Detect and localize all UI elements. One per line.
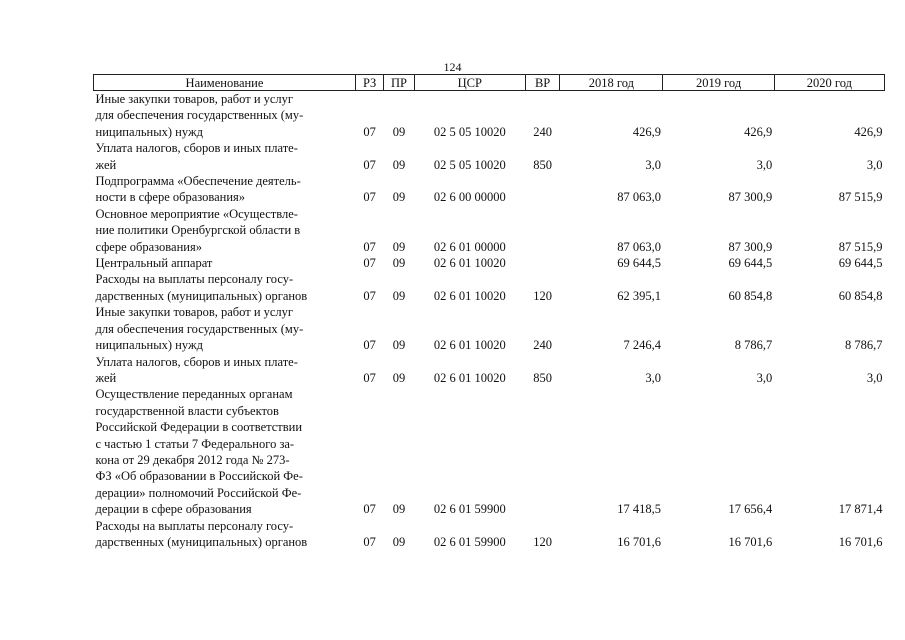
row-value-2020: 426,9 (854, 124, 883, 139)
row-rz: 07 (363, 338, 376, 353)
row-value-2019: 3,0 (756, 370, 773, 385)
row-name-line: Иные закупки товаров, работ и услуг (95, 305, 294, 320)
row-value-2020: 16 701,6 (838, 534, 883, 549)
row-value-2018: 7 246,4 (623, 338, 661, 353)
row-vr (525, 255, 559, 271)
row-name-line: ние политики Оренбургской области в (95, 223, 301, 238)
row-csr: 02 5 05 10020 (433, 157, 506, 172)
row-pr: 09 (392, 534, 406, 549)
row-value-2018: 87 063,0 (617, 190, 661, 205)
row-value-2020: 87 515,9 (838, 190, 883, 205)
table-row (94, 91, 885, 141)
row-value-2018: 16 701,6 (617, 534, 661, 549)
row-value-2018: 3,0 (645, 370, 661, 385)
row-pr: 09 (392, 502, 406, 517)
row-value-2018: 87 063,0 (617, 239, 661, 254)
row-value-2020: 17 871,4 (838, 502, 883, 517)
page-number: 124 (443, 60, 462, 74)
row-name-line: дерации» полномочий Российской Фе- (95, 485, 302, 500)
row-csr: 02 6 01 00000 (433, 239, 506, 254)
budget-table (93, 74, 885, 550)
row-name-line: Расходы на выплаты персоналу госу- (95, 518, 294, 533)
row-name-line: Осуществление переданных органам (95, 387, 293, 402)
row-name (94, 140, 356, 173)
table-body (94, 91, 885, 551)
row-value-2018: 426,9 (632, 124, 661, 139)
row-name (94, 173, 356, 206)
row-value-2020: 3,0 (866, 157, 883, 172)
table-row (94, 271, 885, 304)
row-name-line: Основное мероприятие «Осуществле- (95, 206, 298, 221)
row-name (94, 304, 356, 353)
row-csr: 02 6 01 59900 (433, 534, 506, 549)
row-value-2018: 17 418,5 (617, 502, 661, 517)
table-row (94, 304, 885, 353)
row-name-line: ности в сфере образования» (95, 190, 246, 205)
row-name-line: кона от 29 декабря 2012 года № 273- (95, 452, 290, 467)
row-value-2020: 60 854,8 (838, 288, 883, 303)
header-name: Наименование (94, 75, 356, 91)
row-csr: 02 6 01 59900 (433, 502, 506, 517)
row-csr: 02 6 01 10020 (433, 370, 506, 385)
row-vr: 240 (533, 338, 552, 353)
row-pr: 09 (392, 157, 406, 172)
row-name-line: Уплата налогов, сборов и иных плате- (95, 354, 298, 369)
row-pr: 09 (392, 288, 406, 303)
table-header-row (94, 75, 885, 91)
row-name-line: ниципальных) нужд (95, 338, 203, 353)
row-name-line: дарственных (муниципальных) органов (95, 534, 308, 549)
row-rz: 07 (363, 239, 376, 254)
row-name (94, 354, 356, 387)
row-pr: 09 (392, 124, 406, 139)
row-name-line: для обеспечения государственных (му- (95, 108, 304, 123)
row-name (94, 206, 356, 255)
row-value-2020: 69 644,5 (838, 256, 883, 271)
row-value-2019: 87 300,9 (728, 239, 773, 254)
header-2019: 2019 год (663, 75, 774, 91)
row-name-line: государственной власти субъектов (95, 403, 279, 418)
row-name-line: Уплата налогов, сборов и иных плате- (95, 141, 298, 156)
row-name (94, 518, 356, 551)
row-value-2018: 62 395,1 (617, 288, 661, 303)
row-value-2019: 60 854,8 (728, 288, 773, 303)
row-name-line: дарственных (муниципальных) органов (95, 288, 308, 303)
row-rz: 07 (363, 370, 376, 385)
row-name-line: Центральный аппарат (95, 256, 213, 271)
header-csr: ЦСР (414, 75, 525, 91)
header-pr: ПР (384, 75, 414, 91)
header-2020: 2020 год (774, 75, 884, 91)
row-name-line: с частью 1 статьи 7 Федерального за- (95, 436, 295, 451)
row-rz: 07 (363, 502, 376, 517)
row-value-2020: 8 786,7 (845, 338, 883, 353)
row-value-2019: 3,0 (756, 157, 773, 172)
row-name-line: Иные закупки товаров, работ и услуг (95, 92, 294, 106)
row-name (94, 91, 356, 141)
row-value-2019: 426,9 (744, 124, 773, 139)
row-rz: 07 (363, 124, 376, 139)
row-value-2019: 69 644,5 (728, 256, 773, 271)
row-vr: 850 (533, 157, 552, 172)
row-pr: 09 (392, 256, 406, 271)
row-value-2018: 69 644,5 (617, 256, 661, 271)
table-row (94, 173, 885, 206)
row-name-line: сфере образования» (95, 239, 202, 254)
row-name-line: жей (95, 370, 117, 385)
table-row (94, 140, 885, 173)
row-name-line: Расходы на выплаты персоналу госу- (95, 272, 294, 287)
row-name (94, 386, 356, 517)
row-vr: 120 (533, 288, 552, 303)
row-value-2020: 87 515,9 (838, 239, 883, 254)
row-rz: 07 (363, 256, 376, 271)
row-csr: 02 6 01 10020 (433, 288, 506, 303)
row-rz: 07 (363, 288, 376, 303)
table-row (94, 206, 885, 255)
row-pr: 09 (392, 190, 406, 205)
row-rz: 07 (363, 534, 376, 549)
row-name-line: ниципальных) нужд (95, 124, 203, 139)
table-row (94, 354, 885, 387)
row-vr (525, 386, 559, 517)
table-row (94, 255, 885, 271)
row-vr: 120 (533, 534, 552, 549)
row-name-line: ФЗ «Об образовании в Российской Фе- (95, 469, 303, 484)
row-csr: 02 6 01 10020 (433, 338, 506, 353)
row-vr: 850 (533, 370, 552, 385)
row-name (94, 255, 356, 271)
header-2018: 2018 год (560, 75, 663, 91)
row-name-line: дерации в сфере образования (95, 502, 252, 517)
row-csr: 02 6 00 00000 (433, 190, 506, 205)
row-vr: 240 (533, 124, 552, 139)
row-name-line: Российской Федерации в соответствии (95, 420, 303, 435)
row-pr: 09 (392, 239, 406, 254)
row-pr: 09 (392, 370, 406, 385)
header-vr: ВР (525, 75, 559, 91)
row-name-line: для обеспечения государственных (му- (95, 321, 304, 336)
table-row (94, 518, 885, 551)
row-value-2018: 3,0 (645, 157, 661, 172)
row-csr: 02 5 05 10020 (433, 124, 506, 139)
row-value-2019: 16 701,6 (728, 534, 773, 549)
table-row (94, 386, 885, 517)
header-rz: РЗ (355, 75, 383, 91)
row-vr (525, 206, 559, 255)
row-value-2019: 87 300,9 (728, 190, 773, 205)
row-csr: 02 6 01 10020 (433, 256, 506, 271)
row-value-2019: 8 786,7 (734, 338, 773, 353)
row-vr (525, 173, 559, 206)
row-name-line: жей (95, 157, 117, 172)
row-value-2019: 17 656,4 (728, 502, 773, 517)
row-name-line: Подпрограмма «Обеспечение деятель- (95, 174, 301, 189)
row-pr: 09 (392, 338, 406, 353)
row-rz: 07 (363, 190, 376, 205)
row-name (94, 271, 356, 304)
row-rz: 07 (363, 157, 376, 172)
row-value-2020: 3,0 (866, 370, 883, 385)
